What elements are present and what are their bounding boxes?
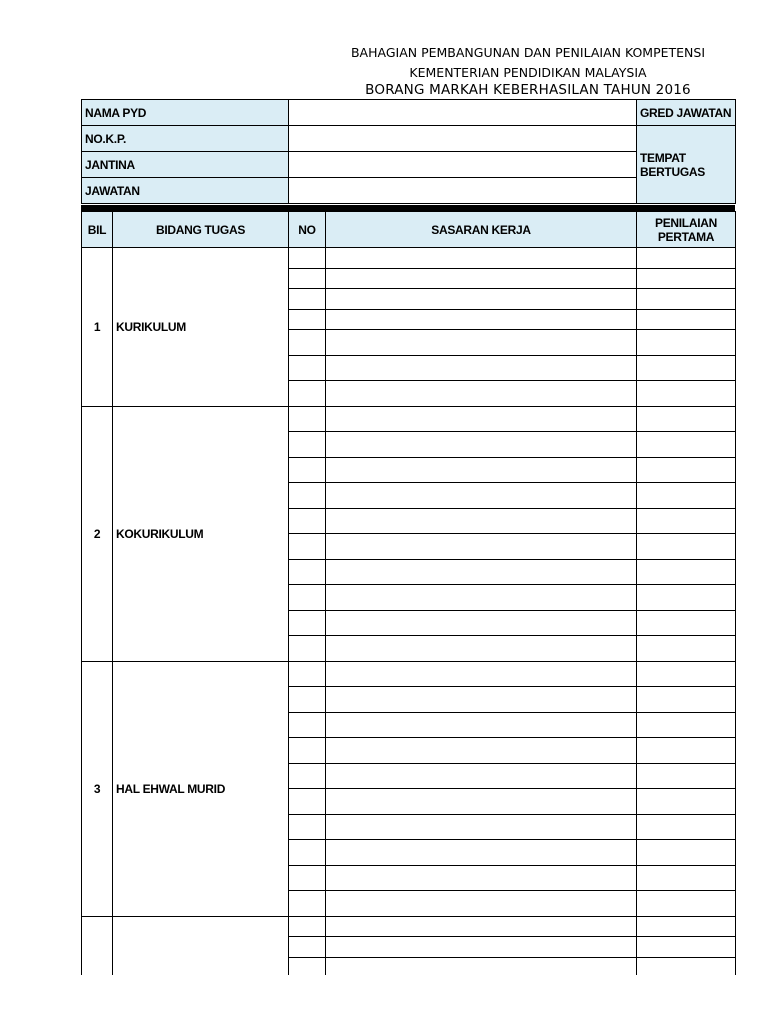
cell-penilaian[interactable] (637, 406, 736, 432)
cell-no[interactable] (289, 483, 326, 509)
cell-penilaian[interactable] (637, 891, 736, 917)
cell-sasaran[interactable] (326, 585, 637, 611)
label-no-kp: NO.K.P. (82, 126, 289, 152)
cell-no[interactable] (289, 508, 326, 534)
form-title: BORANG MARKAH KEBERHASILAN TAHUN 2016 (365, 82, 691, 98)
cell-penilaian[interactable] (637, 534, 736, 560)
cell-sasaran[interactable] (326, 937, 637, 958)
cell-penilaian[interactable] (637, 789, 736, 815)
cell-sasaran[interactable] (326, 559, 637, 585)
cell-penilaian[interactable] (637, 610, 736, 636)
col-sasaran-kerja: SASARAN KERJA (326, 212, 637, 248)
label-jawatan: JAWATAN (82, 178, 289, 204)
cell-sasaran[interactable] (326, 891, 637, 917)
cell-penilaian[interactable] (637, 763, 736, 789)
section-bidang: KURIKULUM (113, 248, 289, 407)
section-bil: 1 (82, 248, 113, 407)
cell-no[interactable] (289, 559, 326, 585)
cell-sasaran[interactable] (326, 268, 637, 289)
cell-sasaran[interactable] (326, 738, 637, 764)
page-bottom-margin (0, 975, 768, 1024)
cell-sasaran[interactable] (326, 248, 637, 269)
cell-sasaran[interactable] (326, 661, 637, 687)
label-gred-jawatan: GRED JAWATAN (637, 100, 736, 126)
cell-no[interactable] (289, 738, 326, 764)
cell-penilaian[interactable] (637, 585, 736, 611)
label-jantina: JANTINA (82, 152, 289, 178)
table-row (82, 916, 736, 937)
cell-sasaran[interactable] (326, 508, 637, 534)
cell-no[interactable] (289, 814, 326, 840)
cell-sasaran[interactable] (326, 687, 637, 713)
cell-penilaian[interactable] (637, 289, 736, 310)
section-bidang: KOKURIKULUM (113, 406, 289, 661)
table-row (82, 248, 736, 269)
section-bil: 2 (82, 406, 113, 661)
cell-no[interactable] (289, 610, 326, 636)
input-jantina[interactable] (289, 152, 637, 178)
assessment-table (81, 211, 736, 1009)
input-nama-pyd[interactable] (289, 100, 637, 126)
cell-sasaran[interactable] (326, 916, 637, 937)
cell-sasaran[interactable] (326, 381, 637, 407)
cell-penilaian[interactable] (637, 355, 736, 381)
cell-no[interactable] (289, 937, 326, 958)
cell-no[interactable] (289, 712, 326, 738)
cell-no[interactable] (289, 432, 326, 458)
cell-penilaian[interactable] (637, 508, 736, 534)
col-penilaian-pertama: PENILAIAN PERTAMA (637, 212, 736, 248)
cell-sasaran[interactable] (326, 763, 637, 789)
cell-no[interactable] (289, 840, 326, 866)
cell-penilaian[interactable] (637, 248, 736, 269)
cell-no[interactable] (289, 330, 326, 356)
cell-sasaran[interactable] (326, 457, 637, 483)
cell-sasaran[interactable] (326, 330, 637, 356)
table-row (82, 661, 736, 687)
cell-no[interactable] (289, 355, 326, 381)
cell-no[interactable] (289, 268, 326, 289)
cell-no[interactable] (289, 687, 326, 713)
cell-penilaian[interactable] (637, 636, 736, 662)
input-no-kp[interactable] (289, 126, 637, 152)
cell-no[interactable] (289, 661, 326, 687)
table-row (82, 406, 736, 432)
cell-no[interactable] (289, 865, 326, 891)
cell-penilaian[interactable] (637, 457, 736, 483)
cell-sasaran[interactable] (326, 865, 637, 891)
header-department: BAHAGIAN PEMBANGUNAN DAN PENILAIAN KOMPETENSI (350, 45, 706, 60)
col-bidang-tugas: BIDANG TUGAS (113, 212, 289, 248)
label-nama-pyd: NAMA PYD (82, 100, 289, 126)
info-table (81, 99, 736, 204)
cell-penilaian[interactable] (637, 330, 736, 356)
cell-no[interactable] (289, 406, 326, 432)
cell-no[interactable] (289, 789, 326, 815)
col-no: NO (289, 212, 326, 248)
cell-penilaian[interactable] (637, 309, 736, 330)
cell-penilaian[interactable] (637, 661, 736, 687)
cell-penilaian[interactable] (637, 432, 736, 458)
cell-sasaran[interactable] (326, 406, 637, 432)
cell-penilaian[interactable] (637, 559, 736, 585)
cell-sasaran[interactable] (326, 483, 637, 509)
cell-penilaian[interactable] (637, 687, 736, 713)
cell-no[interactable] (289, 585, 326, 611)
cell-penilaian[interactable] (637, 712, 736, 738)
cell-penilaian[interactable] (637, 738, 736, 764)
section-bidang: HAL EHWAL MURID (113, 661, 289, 916)
cell-sasaran[interactable] (326, 840, 637, 866)
label-tempat-bertugas: TEMPAT BERTUGAS (637, 126, 736, 204)
cell-sasaran[interactable] (326, 814, 637, 840)
cell-no[interactable] (289, 457, 326, 483)
cell-sasaran[interactable] (326, 789, 637, 815)
col-bil: BIL (82, 212, 113, 248)
cell-sasaran[interactable] (326, 636, 637, 662)
cell-no[interactable] (289, 381, 326, 407)
cell-sasaran[interactable] (326, 355, 637, 381)
cell-penilaian[interactable] (637, 814, 736, 840)
input-jawatan[interactable] (289, 178, 637, 204)
cell-no[interactable] (289, 289, 326, 310)
cell-penilaian[interactable] (637, 937, 736, 958)
cell-no[interactable] (289, 916, 326, 937)
cell-no[interactable] (289, 309, 326, 330)
cell-penilaian[interactable] (637, 865, 736, 891)
cell-no[interactable] (289, 763, 326, 789)
cell-sasaran[interactable] (326, 610, 637, 636)
cell-penilaian[interactable] (637, 268, 736, 289)
cell-sasaran[interactable] (326, 309, 637, 330)
cell-no[interactable] (289, 891, 326, 917)
cell-sasaran[interactable] (326, 289, 637, 310)
cell-penilaian[interactable] (637, 840, 736, 866)
cell-sasaran[interactable] (326, 432, 637, 458)
cell-sasaran[interactable] (326, 534, 637, 560)
cell-penilaian[interactable] (637, 381, 736, 407)
cell-sasaran[interactable] (326, 712, 637, 738)
cell-penilaian[interactable] (637, 483, 736, 509)
section-bil: 3 (82, 661, 113, 916)
cell-no[interactable] (289, 248, 326, 269)
cell-no[interactable] (289, 636, 326, 662)
cell-penilaian[interactable] (637, 916, 736, 937)
cell-no[interactable] (289, 534, 326, 560)
header-ministry: KEMENTERIAN PENDIDIKAN MALAYSIA (409, 65, 647, 80)
